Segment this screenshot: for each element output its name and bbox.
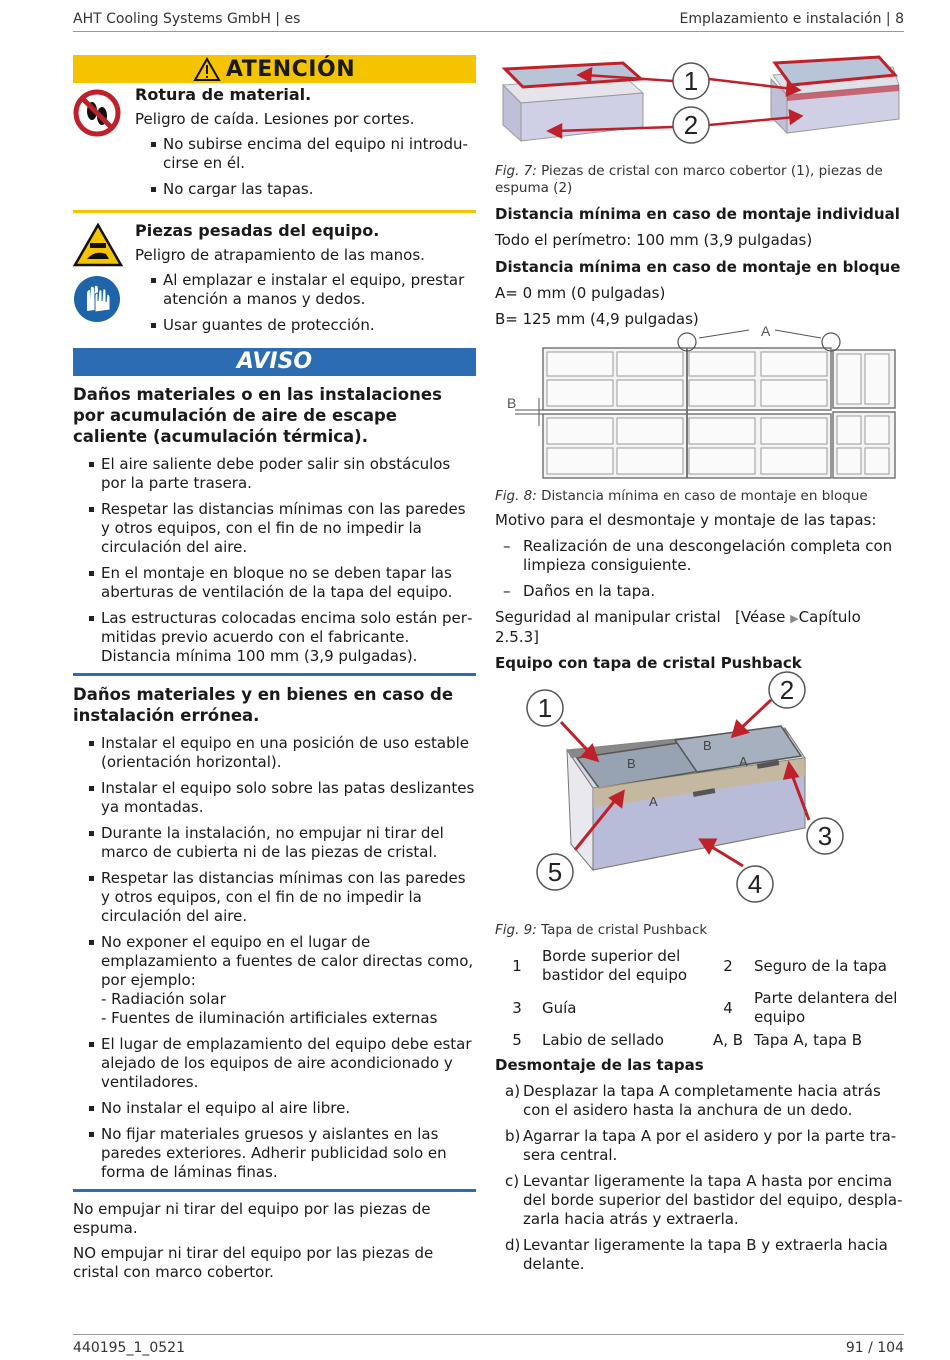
figure-9-callout-3: 3 xyxy=(817,821,833,851)
step-marker: d) xyxy=(505,1236,521,1254)
hand-crush-warning-icon xyxy=(73,223,123,267)
step-marker: b) xyxy=(505,1127,521,1145)
legend-text: Seguro de la tapa xyxy=(754,956,887,975)
step-item xyxy=(495,1082,905,1120)
page-number: 91 / 104 xyxy=(845,1340,904,1356)
legend-text: Guía xyxy=(542,998,577,1017)
glass-parts-note: NO empujar ni tirar del equipo por las piezas de cristal con marco cobertor. xyxy=(73,1244,434,1281)
figure-7-caption xyxy=(495,163,905,197)
notice2-title: Daños materiales y en bienes en caso de instalación errónea. xyxy=(73,685,454,725)
hazard1-item: No subirse encima del equipo ni introducirse en él. xyxy=(135,135,476,173)
min-distance-block-b: B= 125 mm (4,9 pulgadas) xyxy=(495,310,699,328)
warning-triangle-icon xyxy=(194,58,220,81)
notice-divider xyxy=(73,1189,476,1192)
hazard1-text: Peligro de caída. Lesiones por cortes. xyxy=(135,110,415,128)
left-column xyxy=(73,55,476,1288)
reason-item: – Realización de una descongelación completa con limpieza consiguiente. xyxy=(495,537,905,575)
legend-row xyxy=(495,1029,905,1052)
figure-7-callout-2-label: 2 xyxy=(683,110,699,140)
figure-9-lid-label: A xyxy=(649,794,658,809)
notice1-item: En el montaje en bloque no se deben tapar las aberturas de ventilación de la tapa del equipo. xyxy=(73,564,476,602)
see-reference: [Véase xyxy=(735,608,786,626)
figure-9-lid-label: B xyxy=(627,756,636,771)
notice1-item: Las estructuras colocadas encima solo están permitidas previo acuerdo con el fabricante. Distancia mínima 100 mm (3,9 pulgadas). xyxy=(73,609,476,666)
notice2-item: No instalar el equipo al aire libre. xyxy=(73,1099,476,1118)
step-marker: a) xyxy=(505,1082,521,1100)
figure-8-caption-text: Distancia mínima en caso de montaje en bloque xyxy=(536,488,868,504)
legend-number: 4 xyxy=(723,998,733,1017)
header-rule xyxy=(73,31,904,32)
gloves-mandatory-icon xyxy=(73,275,121,323)
figure-9-callout-5: 5 xyxy=(547,857,563,887)
figure-8-label-b: B xyxy=(507,395,517,411)
reason-item: – Daños en la tapa. xyxy=(495,582,905,601)
notice2-list xyxy=(73,734,476,1182)
figure-9-callout-1: 1 xyxy=(537,693,553,723)
hazard2-item: Al emplazar e instalar el equipo, prestar atención a manos y dedos. xyxy=(135,271,476,309)
chapter-reference: Capítulo 2.5.3] xyxy=(495,608,861,646)
notice1-item: El aire saliente debe poder salir sin obstáculos por la parte trasera. xyxy=(73,455,476,493)
notice2-item: No fijar materiales gruesos y aislantes en las paredes exteriores. Adherir publicidad solo en forma de láminas finas. xyxy=(73,1125,476,1182)
step-text: Levantar ligeramente la tapa B y extraerla hacia delante. xyxy=(523,1236,888,1273)
figure-8-caption xyxy=(495,488,905,505)
right-column xyxy=(495,55,905,1281)
warning-divider xyxy=(73,210,476,213)
figure-9-caption-text: Tapa de cristal Pushback xyxy=(536,922,708,938)
notice2-item: Respetar las distancias mínimas con las paredes y otros equipos, con el fin de no impedir la circulación del aire. xyxy=(73,869,476,926)
figure-8-block-layout xyxy=(495,323,905,486)
step-text: Levantar ligeramente la tapa A hasta por encima del borde superior del bastidor del equipo, desplazarla hacia atrás y extraerla. xyxy=(523,1172,903,1228)
legend-number: 5 xyxy=(512,1031,522,1049)
legend-number: 3 xyxy=(512,998,522,1017)
notice1-list xyxy=(73,455,476,666)
min-distance-block-a: A= 0 mm (0 pulgadas) xyxy=(495,284,666,302)
hazard1-title: Rotura de material. xyxy=(135,85,312,104)
remove-lids-title: Desmontaje de las tapas xyxy=(495,1056,704,1074)
legend-row xyxy=(495,987,905,1029)
no-stepping-icon xyxy=(73,89,121,137)
hazard1-item: No cargar las tapas. xyxy=(135,180,476,199)
reason-title: Motivo para el desmontaje y montaje de las tapas: xyxy=(495,511,877,529)
legend-text: Tapa A, tapa B xyxy=(754,1031,862,1049)
step-text: Desplazar la tapa A completamente hacia atrás con el asidero hasta la anchura de un dedo. xyxy=(523,1082,881,1119)
notice1-title: Daños materiales o en las instalaciones por acumulación de aire de escape caliente (acumulación térmica). xyxy=(73,385,442,446)
chevron-right-icon: ▶ xyxy=(790,612,799,625)
notice-banner: AVISO xyxy=(73,348,476,376)
figure-7-callout-1-label: 1 xyxy=(683,66,699,96)
legend-number: A, B xyxy=(712,1031,744,1049)
figure-8-label-a: A xyxy=(761,323,771,339)
hazard-material-break xyxy=(73,83,476,206)
notice2-item: Durante la instalación, no empujar ni tirar del marco de cubierta ni de las piezas de cristal. xyxy=(73,824,476,862)
figure-9-callout-2: 2 xyxy=(779,675,795,705)
warning-banner xyxy=(73,55,476,83)
notice2-item: Instalar el equipo en una posición de uso estable (orientación horizontal). xyxy=(73,734,476,772)
header-right: Emplazamiento e instalación | 8 xyxy=(679,11,904,27)
figure-9-pushback-lid xyxy=(495,675,905,920)
step-item xyxy=(495,1127,905,1165)
notice-divider xyxy=(73,673,476,676)
warning-title: ATENCIÓN xyxy=(225,56,356,82)
glass-safety-reference xyxy=(495,608,905,647)
figure-9-legend xyxy=(495,945,905,1052)
footer-left: 440195_1_0521 xyxy=(73,1340,185,1356)
notice2-item: No exponer el equipo en el lugar de emplazamiento a fuentes de calor directas como, por ejemplo: - Radiación solar - Fuentes de iluminación artificiales externas xyxy=(73,933,476,1028)
figure-9-caption xyxy=(495,922,905,939)
figure-9-lid-label: A xyxy=(739,754,748,769)
hazard-heavy-parts xyxy=(73,219,476,342)
reason-list xyxy=(495,537,905,601)
step-marker: c) xyxy=(505,1172,520,1190)
figure-9-lid-label: B xyxy=(703,738,712,753)
figure-7-glass-foam xyxy=(495,55,905,159)
step-item xyxy=(495,1172,905,1229)
glass-safety-text: Seguridad al manipular cristal xyxy=(495,608,721,626)
footer-rule xyxy=(73,1334,904,1335)
foam-parts-note: No empujar ni tirar del equipo por las piezas de espuma. xyxy=(73,1200,431,1237)
hazard2-text: Peligro de atrapamiento de las manos. xyxy=(135,246,425,264)
figure-7-number: Fig. 7: xyxy=(495,163,537,179)
legend-text: Labio de sellado xyxy=(542,1031,664,1049)
figure-7-caption-text: Piezas de cristal con marco cobertor (1), piezas de espuma (2) xyxy=(495,163,883,196)
notice2-item: El lugar de emplazamiento del equipo debe estar alejado de los equipos de aire acondicionado y ventiladores. xyxy=(73,1035,476,1092)
figure-8-number: Fig. 8: xyxy=(495,488,537,504)
hazard2-title: Piezas pesadas del equipo. xyxy=(135,221,380,240)
step-item xyxy=(495,1236,905,1274)
legend-number: 2 xyxy=(723,956,733,975)
header-left: AHT Cooling Systems GmbH | es xyxy=(73,11,301,27)
figure-9-number: Fig. 9: xyxy=(495,922,537,938)
notice2-item: Instalar el equipo solo sobre las patas deslizantes ya montadas. xyxy=(73,779,476,817)
pushback-title: Equipo con tapa de cristal Pushback xyxy=(495,654,802,672)
min-distance-block-title: Distancia mínima en caso de montaje en bloque xyxy=(495,258,901,276)
hazard2-item: Usar guantes de protección. xyxy=(135,316,476,335)
step-text: Agarrar la tapa A por el asidero y por la parte trasera central. xyxy=(523,1127,897,1164)
legend-row xyxy=(495,945,905,987)
remove-lids-steps xyxy=(495,1082,905,1274)
legend-number: 1 xyxy=(512,956,522,975)
legend-text: Borde superior del bastidor del equipo xyxy=(542,947,688,984)
min-distance-individual-title: Distancia mínima en caso de montaje individual xyxy=(495,205,900,223)
min-distance-individual-text: Todo el perímetro: 100 mm (3,9 pulgadas) xyxy=(495,231,813,249)
notice1-item: Respetar las distancias mínimas con las paredes y otros equipos, con el fin de no impedir la circulación del aire. xyxy=(73,500,476,557)
legend-text: Parte delantera del equipo xyxy=(754,989,898,1026)
figure-9-callout-4: 4 xyxy=(747,869,763,899)
